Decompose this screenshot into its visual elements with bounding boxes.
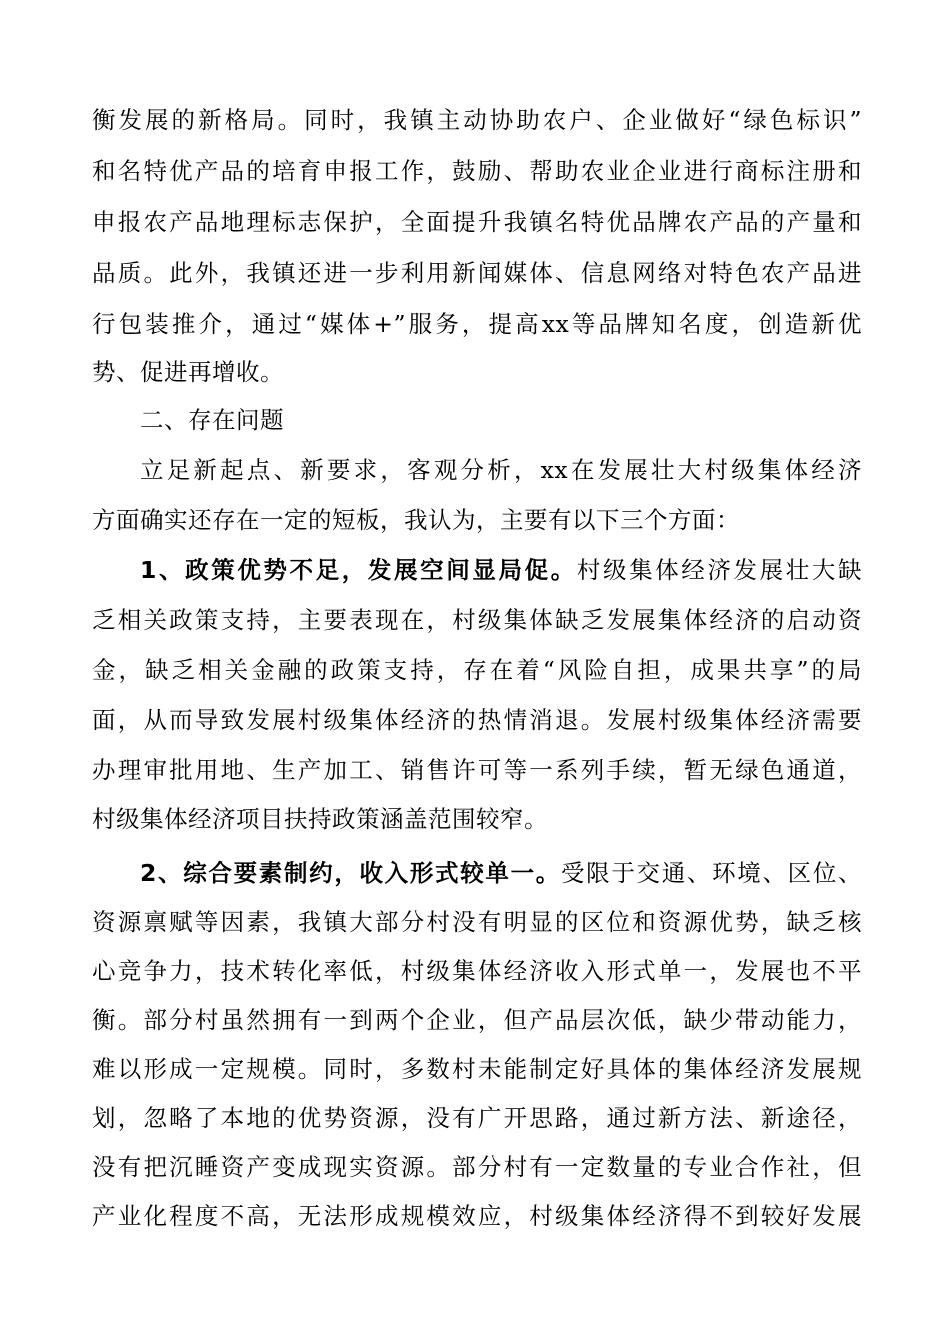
text-line: 面，从而导致发展村级集体经济的热情消退。发展村级集体经济需要 bbox=[92, 706, 862, 734]
text-line: 划，忽略了本地的优势资源，没有广开思路，通过新方法、新途径， bbox=[92, 1104, 862, 1132]
point-title: 2、综合要素制约，收入形式较单一。 bbox=[140, 859, 561, 887]
text-line: 立足新起点、新要求，客观分析，xx在发展壮大村级集体经济 bbox=[140, 456, 862, 484]
text-line: 金，缺乏相关金融的政策支持，存在着“风险自担，成果共享”的局 bbox=[92, 656, 862, 684]
text-line: 势、促进再增收。 bbox=[92, 358, 284, 386]
text-line: 和名特优产品的培育申报工作，鼓励、帮助农业企业进行商标注册和 bbox=[92, 157, 862, 185]
text-line: 办理审批用地、生产加工、销售许可等一系列手续，暂无绿色通道， bbox=[92, 756, 862, 784]
text-line: 行包装推介，通过“媒体+”服务，提高xx等品牌知名度，创造新优 bbox=[92, 310, 862, 338]
point-text: 村级集体经济发展壮大缺 bbox=[576, 556, 863, 584]
text-line: 乏相关政策支持，主要表现在，村级集体缺乏发展集体经济的启动资 bbox=[92, 606, 862, 634]
point-text: 受限于交通、环境、区位、 bbox=[560, 859, 863, 887]
text-line: 难以形成一定规模。同时，多数村未能制定好具体的集体经济发展规 bbox=[92, 1055, 862, 1083]
text-line: 没有把沉睡资产变成现实资源。部分村有一定数量的专业合作社，但 bbox=[92, 1153, 862, 1181]
text-line: 衡。部分村虽然拥有一到两个企业，但产品层次低，缺少带动能力， bbox=[92, 1006, 862, 1034]
text-line: 心竞争力，技术转化率低，村级集体经济收入形式单一，发展也不平 bbox=[92, 957, 862, 985]
point-title: 1、政策优势不足，发展空间显局促。 bbox=[140, 556, 577, 584]
section-heading: 二、存在问题 bbox=[140, 406, 284, 434]
text-line: 品质。此外，我镇还进一步利用新闻媒体、信息网络对特色农产品进 bbox=[92, 259, 862, 287]
text-line: 申报农产品地理标志保护，全面提升我镇名特优品牌农产品的产量和 bbox=[92, 208, 862, 236]
text-line: 方面确实还存在一定的短板，我认为，主要有以下三个方面： bbox=[92, 506, 740, 534]
point-first-line bbox=[140, 550, 862, 590]
text-line: 村级集体经济项目扶持政策涵盖范围较窄。 bbox=[92, 805, 548, 833]
point-first-line bbox=[140, 853, 862, 893]
text-line: 资源禀赋等因素，我镇大部分村没有明显的区位和资源优势，缺乏核 bbox=[92, 908, 862, 936]
text-line: 产业化程度不高，无法形成规模效应，村级集体经济得不到较好发展 bbox=[92, 1202, 862, 1230]
text-line: 衡发展的新格局。同时，我镇主动协助农户、企业做好“绿色标识” bbox=[92, 106, 862, 134]
